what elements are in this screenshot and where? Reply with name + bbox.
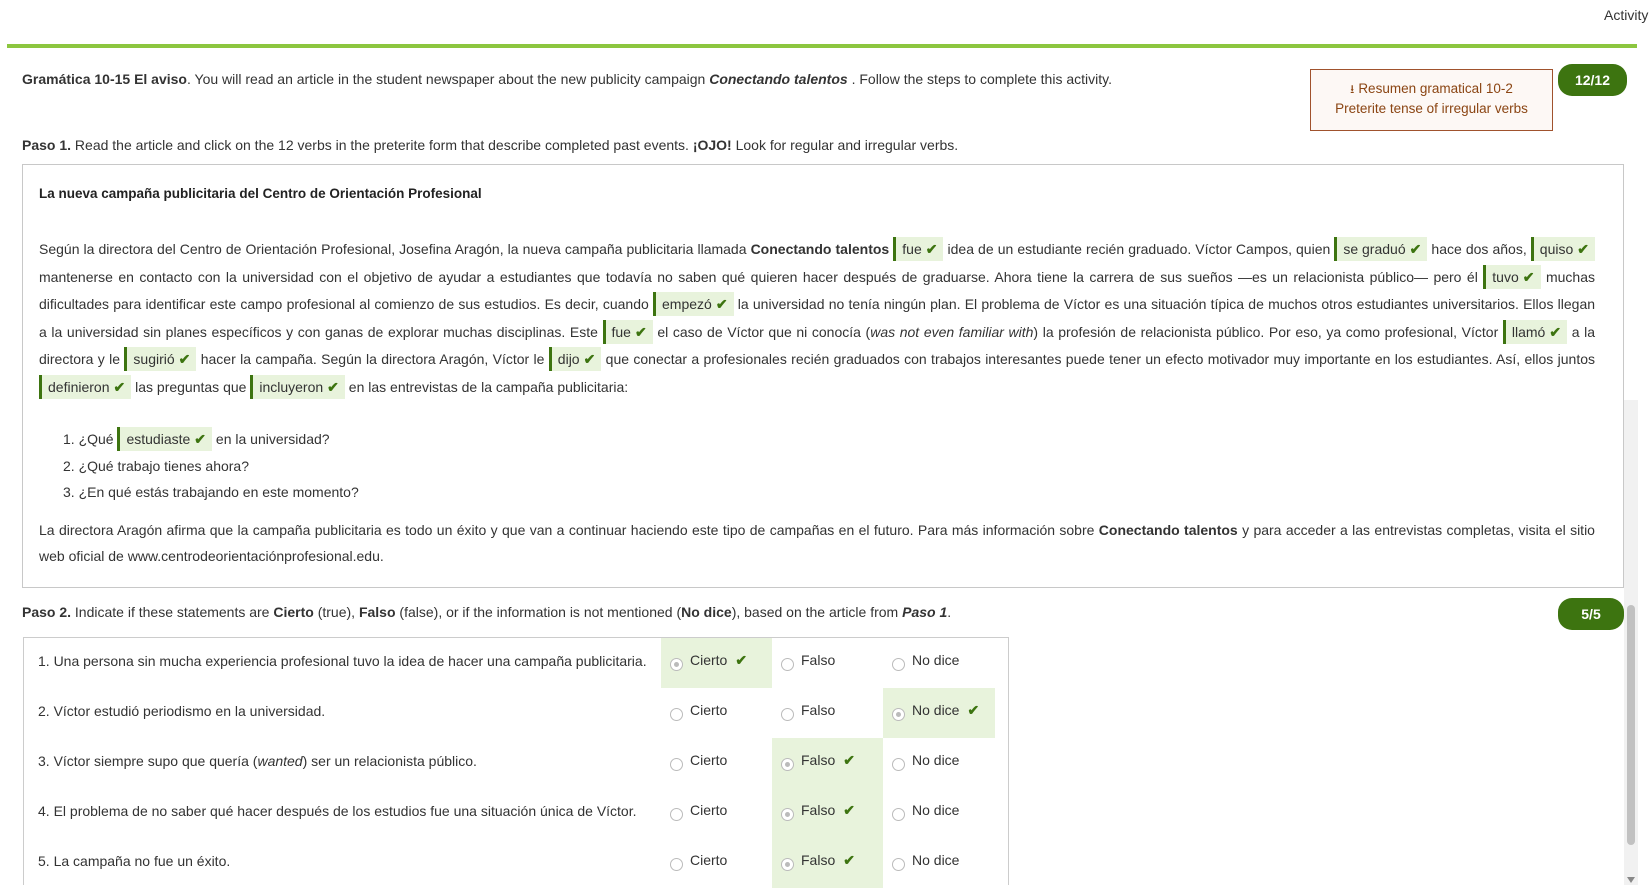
verb-label: fue [611,323,631,340]
option-label: Cierto [690,702,728,718]
option-no-dice[interactable] [883,638,995,688]
article-text: hace dos años, [1431,241,1531,257]
article-text: la universidad no tenía ningún plan. El problema de Víctor es una situación típica de muchos otros estudiantes universitarios. Ellos llegan a la universidad sin planes específicos y con ganas de explorar muchas disciplinas. Este [39,296,1596,340]
statement-text: 4. El problema de no saber qué hacer después de los estudios fue una situación única de Víctor. [38,803,637,819]
article-text: Según la directora del Centro de Orientación Profesional, Josefina Aragón, la nueva campaña publicitaria llamada [39,241,751,257]
question-text: en la universidad? [212,431,330,447]
option-label: Falso [801,802,836,818]
option-falso[interactable] [772,688,883,738]
scroll-down-icon[interactable] [1627,877,1635,883]
verb-incluyeron[interactable] [250,375,345,399]
option-cierto[interactable] [661,638,772,688]
intro-text-2: . Follow the steps to complete this activity. [847,71,1112,87]
option-falso[interactable] [772,788,883,838]
option-label: No dice [912,752,960,768]
table-row [24,738,1008,788]
paso1-text-2: Look for regular and irregular verbs. [731,137,959,153]
article-box [22,164,1624,588]
article-title: La nueva campaña publicitaria del Centro de Orientación Profesional [39,186,482,201]
option-label: Cierto [690,802,728,818]
option-no-dice[interactable] [883,688,995,738]
paso2-instructions [22,604,1322,620]
resumen-gramatical-button[interactable] [1310,69,1553,131]
statement-text: 1. Una persona sin mucha experiencia profesional tuvo la idea de hacer una campaña publicitaria. [38,653,647,669]
download-icon: ⭳ [1350,82,1355,96]
statement-text: 2. Víctor estudió periodismo en la universidad. [38,703,326,719]
option-cierto[interactable] [661,788,772,838]
checkmark-icon: ✔ [634,323,647,340]
option-label: No dice [912,802,960,818]
verb-label: empezó [662,296,712,312]
question-text: 1. ¿Qué [63,431,118,447]
option-label: No dice [912,652,960,668]
option-falso[interactable] [772,838,883,888]
verb-label: definieron [48,378,110,395]
article-italic-gloss: was not even familiar with [870,323,1034,340]
article-campaign-name: Conectando talentos [750,241,890,257]
article-text: en las entrevistas de la campaña publicitaria: [348,378,629,395]
checkmark-icon: ✔ [843,852,855,868]
verb-label: incluyeron [259,378,324,395]
option-label: Falso [801,702,836,718]
verb-quiso[interactable] [1531,237,1595,261]
paso2-paso1-ref: Paso 1 [902,604,948,620]
paso1-instructions [22,137,1322,153]
statement-italic: wanted [257,753,303,769]
article-paragraph-1 [39,236,1595,401]
checkmark-icon: ✔ [583,351,596,367]
verb-label: dijo [557,351,580,367]
radio-button[interactable] [892,808,905,821]
option-cierto[interactable] [661,688,772,738]
checkmark-icon: ✔ [113,378,126,395]
resumen-line-1: Resumen gramatical 10-2 [1358,81,1513,96]
table-row [24,688,1008,738]
article-text: a la directora y le [39,323,1595,367]
verb-se-graduo[interactable] [1334,237,1427,261]
option-label: Falso [801,852,836,868]
radio-button[interactable] [781,808,794,821]
article-text: que conectar a profesionales recién graduados con trabajos interesantes puede tener un efecto motivador muy importante en los estudiantes. Así, ellos juntos [605,351,1595,367]
paso2-label: Paso 2. [22,604,72,620]
paso1-label: Paso 1. [22,137,72,153]
paso2-score-badge: 5/5 [1558,598,1624,630]
radio-button[interactable] [670,658,683,671]
checkmark-icon: ✔ [327,378,339,395]
paso2-text: (false), or if the information is not mentioned ( [395,604,682,620]
checkmark-icon: ✔ [194,431,207,447]
option-cierto[interactable] [661,838,772,888]
activity-intro [22,70,1312,88]
article-text: y para acceder a las entrevistas completas, visita el sitio web oficial de www.centrodeorientaciónprofesional.edu. [39,522,1595,564]
paso2-text: Indicate if these statements are [71,604,274,620]
checkmark-icon: ✔ [1522,268,1535,285]
radio-button[interactable] [670,708,683,721]
article-paragraph-2 [39,517,1595,569]
radio-button[interactable] [892,658,905,671]
radio-button[interactable] [892,858,905,871]
paso2-text: ), based on the article from [731,604,903,620]
verb-definieron[interactable] [39,375,131,399]
checkmark-icon: ✔ [1409,241,1422,257]
paso2-text: . [947,604,952,620]
paso1-score-badge: 12/12 [1558,64,1627,96]
radio-button[interactable] [670,858,683,871]
scrollbar-thumb[interactable] [1627,605,1635,845]
checkmark-icon: ✔ [843,752,855,768]
radio-button[interactable] [781,858,794,871]
statement-part: ) ser un relacionista público. [302,753,477,769]
intro-title: Gramática 10-15 El aviso [22,71,187,87]
progress-bar [7,44,1637,48]
paso1-text: Read the article and click on the 12 verbs in the preterite form that describe completed past events. [71,137,693,153]
article-text: hacer la campaña. Según la directora Aragón, Víctor le [200,351,549,367]
radio-button[interactable] [892,758,905,771]
option-falso[interactable] [772,638,883,688]
verb-dijo[interactable] [549,347,602,371]
verb-tuvo[interactable] [1483,265,1540,289]
option-no-dice[interactable] [883,738,995,788]
verb-llamo[interactable] [1503,320,1567,344]
article-text: idea de un estudiante recién graduado. Víctor Campos, quien [947,241,1335,257]
radio-button[interactable] [781,658,794,671]
article-campaign-name: Conectando talentos [1098,522,1238,538]
paso2-falso: Falso [358,604,396,620]
option-label: Cierto [690,652,728,668]
table-row [24,638,1008,688]
option-label: Cierto [690,852,728,868]
scrollbar[interactable] [1624,400,1638,885]
option-label: Falso [801,752,836,768]
table-row [24,788,1008,838]
option-label: No dice [912,702,960,718]
radio-button[interactable] [892,708,905,721]
paso2-text: (true), [313,604,359,620]
radio-button[interactable] [781,708,794,721]
article-text: mantenerse en contacto con la universidad con el objetivo de ayudar a estudiantes que todavía no saben qué quieren hacer después de graduarse. Ahora tiene la carrera de sus sueños —es un relacionista público— pero él [39,268,1484,285]
statement-text [38,753,678,769]
verb-fue-2[interactable] [603,320,653,344]
intro-campaign-name: Conectando talentos [709,71,848,87]
option-falso[interactable] [772,738,883,788]
radio-button[interactable] [781,758,794,771]
verb-label: tuvo [1492,268,1519,285]
statement-text: 5. La campaña no fue un éxito. [38,853,231,869]
intro-text-1: . You will read an article in the student newspaper about the new publicity campaign [187,71,710,87]
checkmark-icon: ✔ [1549,323,1562,340]
statements-table [23,637,1009,885]
checkmark-icon: ✔ [843,802,855,818]
paso2-cierto: Cierto [273,604,314,620]
statement-part: 3. Víctor siempre supo que quería ( [38,753,258,769]
verb-empezo[interactable] [653,292,734,316]
verb-label: sugirió [133,351,175,367]
table-row [24,838,1008,888]
checkmark-icon: ✔ [715,296,728,312]
article-text: ) la profesión de relacionista público. Por eso, ya como profesional, Víctor [1033,323,1503,340]
option-label: Cierto [690,752,728,768]
article-text: el caso de Víctor que ni conocía ( [657,323,871,340]
verb-fue-1[interactable] [893,237,943,261]
paso2-nodice: No dice [681,604,732,620]
checkmark-icon: ✔ [967,702,980,718]
list-item: 2. ¿Qué trabajo tienes ahora? [63,457,250,474]
option-label: No dice [912,852,960,868]
article-text: las preguntas que [135,378,251,395]
verb-label: llamó [1511,323,1546,340]
option-no-dice[interactable] [883,838,995,888]
list-item: 3. ¿En qué estás trabajando en este momento? [63,484,359,500]
checkmark-icon: ✔ [925,241,938,257]
option-cierto[interactable] [661,738,772,788]
verb-label: se graduó [1343,241,1406,257]
radio-button[interactable] [670,808,683,821]
radio-button[interactable] [670,758,683,771]
option-label: Falso [801,652,836,668]
interview-questions-list [63,426,359,506]
verb-sugirio[interactable] [124,347,196,371]
checkmark-icon: ✔ [1577,241,1589,257]
checkmark-icon: ✔ [178,351,191,367]
checkmark-icon: ✔ [735,652,748,668]
activity-label: Activity [1604,7,1649,23]
verb-label: estudiaste [126,431,191,447]
verb-label: fue [902,241,922,257]
paso1-ojo: ¡OJO! [692,137,732,153]
article-text: La directora Aragón afirma que la campaña publicitaria es todo un éxito y que van a continuar haciendo este tipo de campañas en el futuro. Para más información sobre [39,522,1099,538]
verb-label: quiso [1539,241,1574,257]
article-text: muchas dificultades para identificar este campo profesional al comienzo de sus estudios. Es decir, cuando [39,268,1595,312]
option-no-dice[interactable] [883,788,995,838]
resumen-line-2: Preterite tense of irregular verbs [1335,101,1528,116]
verb-estudiaste[interactable] [117,427,212,451]
list-item [63,426,359,453]
